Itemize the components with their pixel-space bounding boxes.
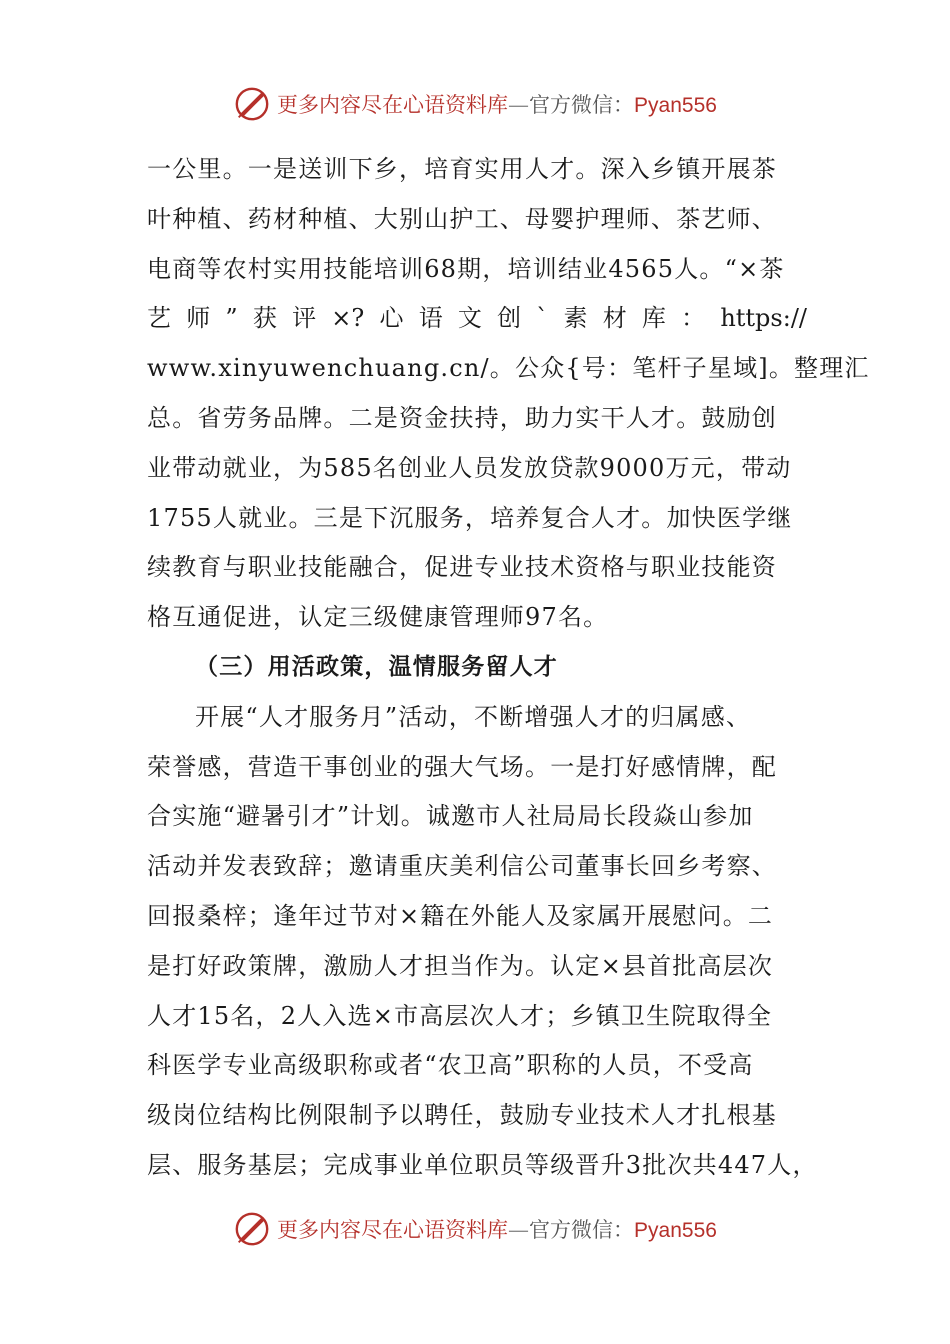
text-line: 1755人就业。三是下沉服务，培养复合人才。加快医学继: [147, 503, 793, 532]
text-line-justified: 艺 师 ” 获 评 ×? 心 语 文 创 ` 素 材 库 ： https://: [147, 304, 807, 333]
pen-logo-icon: [233, 1210, 271, 1248]
document-body: [147, 145, 870, 1191]
banner-text: 更多内容尽在心语资料库—官方微信：Pyan556: [277, 93, 717, 117]
text-line: 格互通促进，认定三级健康管理师97名。: [147, 603, 609, 632]
paragraph-first-line: 开展“人才服务月”活动，不断增强人才的归属感、: [195, 702, 752, 731]
text-line: 合实施“避暑引才”计划。诚邀市人社局局长段焱山参加: [147, 802, 754, 831]
text-line: 叶种植、药材种植、大别山护工、母婴护理师、茶艺师、: [147, 204, 777, 233]
banner-text: 更多内容尽在心语资料库—官方微信：Pyan556: [277, 1218, 717, 1242]
text-line: 续教育与职业技能融合，促进专业技术资格与职业技能资: [147, 553, 777, 582]
text-line: www.xinyuwenchuang.cn/。公众{号：笔杆子星域]。整理汇: [147, 354, 870, 383]
footer-banner: [0, 1207, 950, 1251]
text-line: 总。省劳务品牌。二是资金扶持，助力实干人才。鼓励创: [147, 403, 777, 432]
text-line: 一公里。一是送训下乡，培育实用人才。深入乡镇开展茶: [147, 155, 777, 183]
text-line: 人才15名，2人入选×市高层次人才；乡镇卫生院取得全: [147, 1001, 773, 1030]
text-line: 层、服务基层；完成事业单位职员等级晋升3批次共447人，: [147, 1150, 818, 1179]
text-line: 电商等农村实用技能培训68期，培训结业4565人。“×茶: [147, 254, 785, 283]
text-line: 科医学专业高级职称或者“农卫高”职称的人员，不受高: [147, 1051, 754, 1080]
text-line: 活动并发表致辞；邀请重庆美利信公司董事长回乡考察、: [147, 852, 777, 881]
pen-logo-icon: [233, 85, 271, 123]
text-line: 级岗位结构比例限制予以聘任，鼓励专业技术人才扎根基: [147, 1101, 777, 1130]
text-line: 回报桑梓；逢年过节对×籍在外能人及家属开展慰问。二: [147, 901, 774, 930]
text-line: 荣誉感，营造干事创业的强大气场。一是打好感情牌，配: [147, 752, 777, 781]
text-line: 业带动就业，为585名创业人员发放贷款9000万元，带动: [147, 453, 792, 482]
header-banner: [0, 82, 950, 126]
text-line: 是打好政策牌，激励人才担当作为。认定×县首批高层次: [147, 951, 774, 980]
section-heading: （三）用活政策，温情服务留人才: [195, 653, 558, 680]
